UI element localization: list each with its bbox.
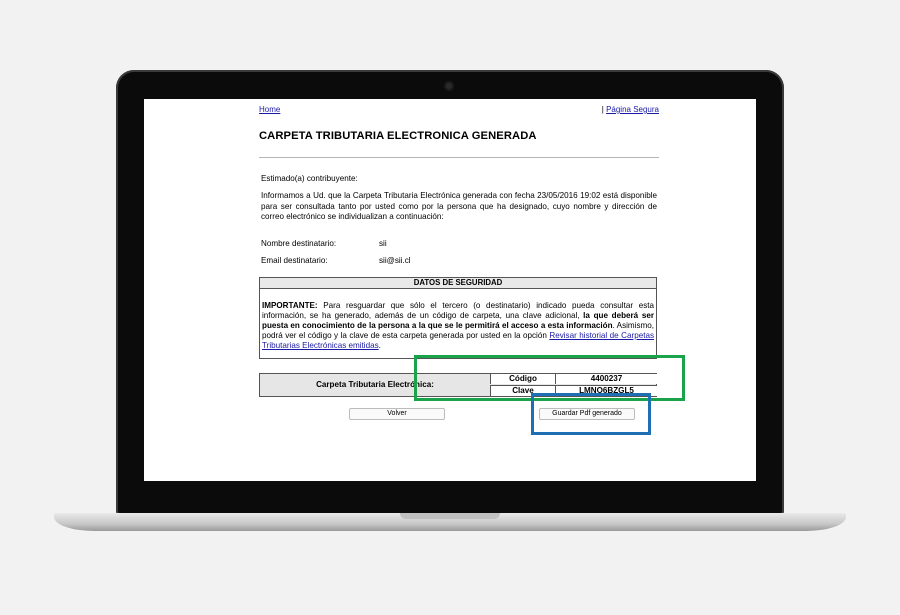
home-link[interactable]: Home [259,105,281,114]
recipient-email-value: sii@sii.cl [379,256,411,265]
recipient-name-label: Nombre destinatario: [261,239,337,248]
secure-page-nav [602,105,659,114]
intro-paragraph: Informamos a Ud. que la Carpeta Tributaria Electrónica generada con fecha 23/05/2016 19:02 está disponible para ser consultada tanto por usted como por la persona que ha designado, cuyo nombre y dirección de correo electrónico se individualizan a continuación: [261,191,657,221]
security-bold-text: la que deberá ser puesta en conocimiento de la persona a la que se le permitirá el acceso a esta información [262,311,654,330]
save-pdf-button[interactable]: Guardar Pdf generado [539,408,635,420]
highlight-save-button [531,393,651,435]
security-heading: DATOS DE SEGURIDAD [260,278,656,289]
laptop-notch [400,513,500,519]
greeting-text: Estimado(a) contribuyente: [261,174,358,183]
title-divider [259,157,659,158]
security-data-box [259,277,657,359]
secure-page-link[interactable]: Página Segura [606,105,659,114]
folder-label: Carpeta Tributaria Electrónica: [316,380,434,389]
security-text [260,289,656,351]
security-text-part2: . Asimismo, podrá ver el código y la clave de esta carpeta generada por usted en la opción [262,321,654,340]
recipient-name-value: sii [379,239,387,248]
recipient-email-label: Email destinatario: [261,256,328,265]
history-link[interactable]: Revisar historial de Carpetas Tributarias Electrónicas emitidas [262,331,655,350]
nav-separator: | [601,105,607,114]
code-label: Código [490,374,555,384]
page-title: CARPETA TRIBUTARIA ELECTRONICA GENERADA [259,130,537,142]
back-button[interactable]: Volver [349,408,445,420]
security-text-part3: . [378,341,381,350]
security-text-part1: Para resguardar que sólo el tercero (o destinatario) indicado pueda consultar esta información, se ha generado, además de un código de carpeta, una clave adicional, [262,301,654,320]
camera-icon [444,81,454,91]
key-label: Clave [490,385,555,396]
code-value: 4400237 [555,374,657,384]
key-value: LMNQ6BZGL5 [555,385,657,396]
browser-screen [144,99,756,481]
important-label: IMPORTANTE: [262,301,318,310]
